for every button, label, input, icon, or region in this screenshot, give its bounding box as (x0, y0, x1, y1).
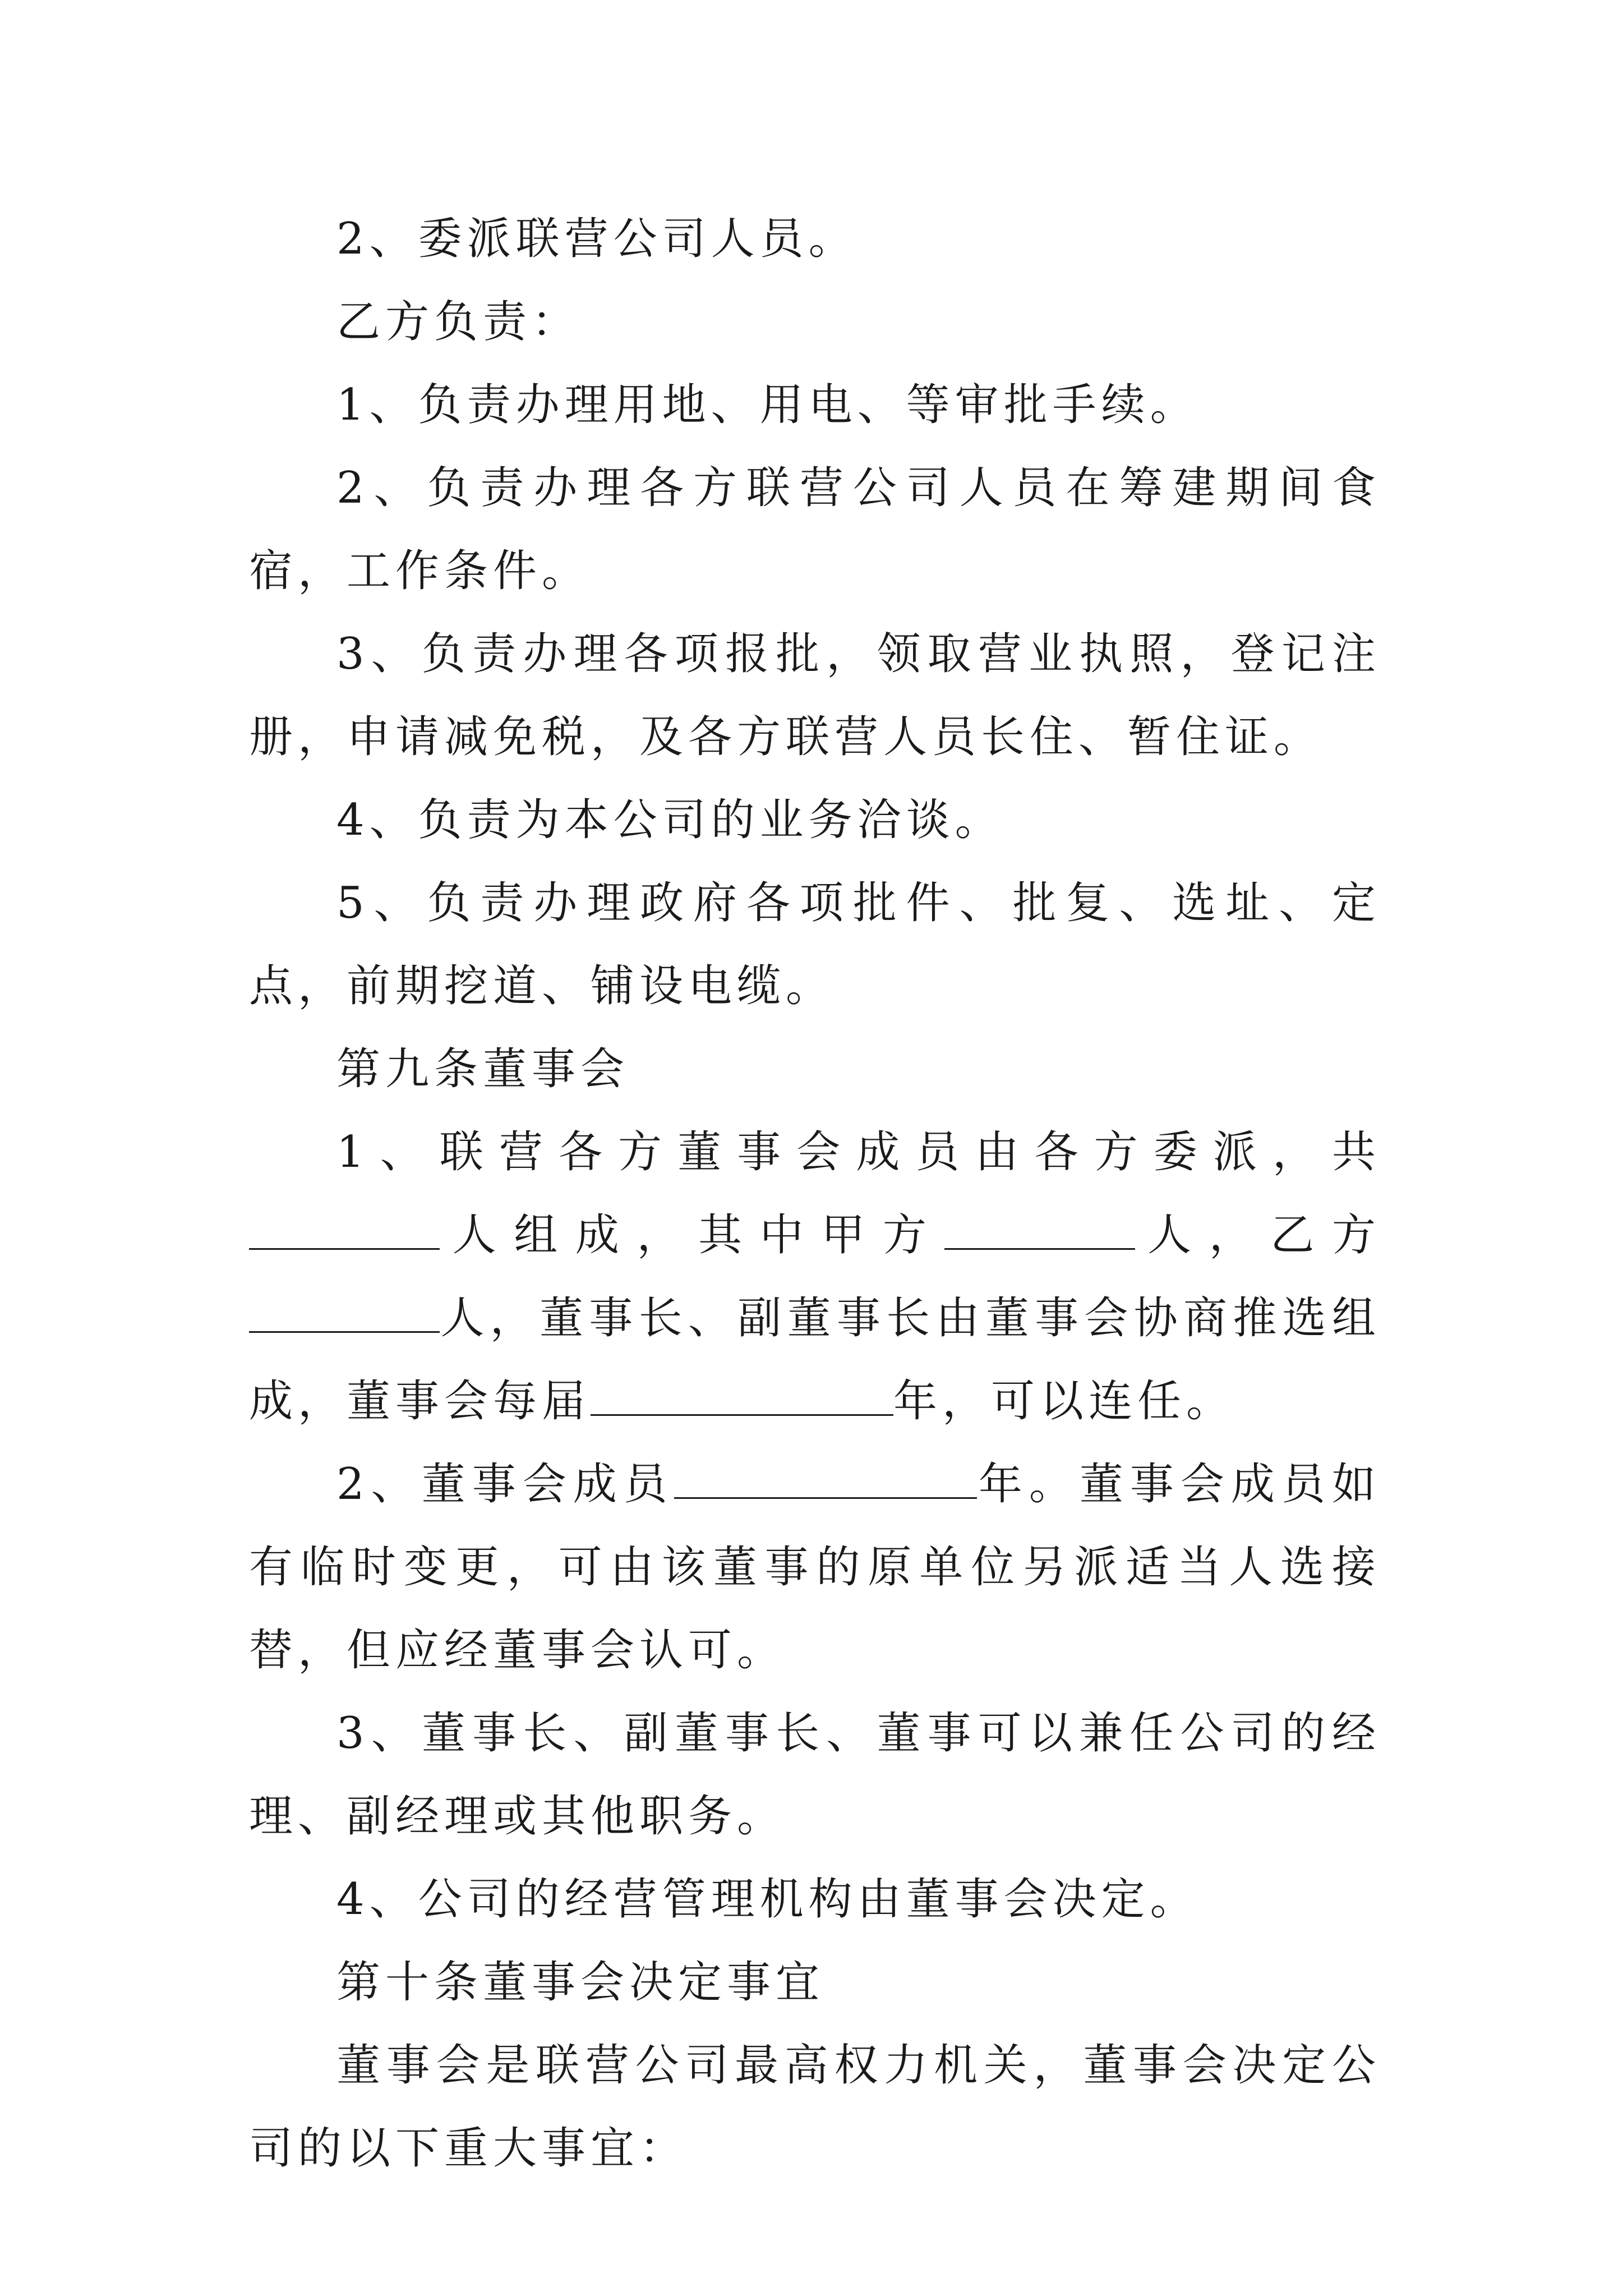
text-segment: 年，可以连任。 (893, 1376, 1235, 1427)
text-segment: 人组成，其中甲方 (440, 1210, 944, 1260)
text-segment: 人，董事长、副董事长由董事会协商推选组成，董事会每届 (249, 1293, 1381, 1427)
paragraph: 3、负责办理各项报批，领取营业执照，登记注册，申请减免税，及各方联营人员长住、暂住证。 (249, 629, 1381, 762)
fill-in-blank (591, 1375, 893, 1416)
paragraph: 3、董事长、副董事长、董事可以兼任公司的经理、副经理或其他职务。 (249, 1708, 1381, 1842)
paragraph: 2、委派联营公司人员。 (336, 214, 857, 264)
paragraph: 乙方负责： (336, 297, 581, 347)
document-body (249, 197, 1381, 2190)
paragraph: 董事会是联营公司最高权力机关，董事会决定公司的以下重大事宜： (249, 2040, 1381, 2174)
fill-in-blank (249, 1209, 440, 1250)
text-segment: 2、董事会成员 (336, 1459, 674, 1510)
paragraph: 5、负责办理政府各项批件、批复、选址、定点，前期挖道、铺设电缆。 (249, 878, 1381, 1011)
fill-in-blank (944, 1209, 1135, 1250)
paragraph: 4、负责为本公司的业务洽谈。 (336, 795, 1004, 845)
fill-in-blank (674, 1458, 977, 1499)
paragraph: 1、负责办理用地、用电、等审批手续。 (336, 380, 1199, 430)
text-segment: 1、联营各方董事会成员由各方委派，共 (336, 1127, 1381, 1177)
paragraph: 2、负责办理各方联营公司人员在筹建期间食宿，工作条件。 (249, 463, 1381, 596)
fill-in-blank (249, 1292, 440, 1333)
paragraph (249, 1443, 1381, 1692)
paragraph (249, 1111, 1381, 1443)
text-segment: 人，乙方 (1135, 1210, 1381, 1260)
section-heading: 第九条董事会 (336, 1044, 630, 1094)
section-heading: 第十条董事会决定事宜 (336, 1957, 825, 2008)
paragraph: 4、公司的经营管理机构由董事会决定。 (336, 1874, 1199, 1925)
text-segment: 年。董事会成员如有临时变更，可由该董事的原单位另派适当人选接替，但应经董事会认可。 (249, 1459, 1381, 1676)
